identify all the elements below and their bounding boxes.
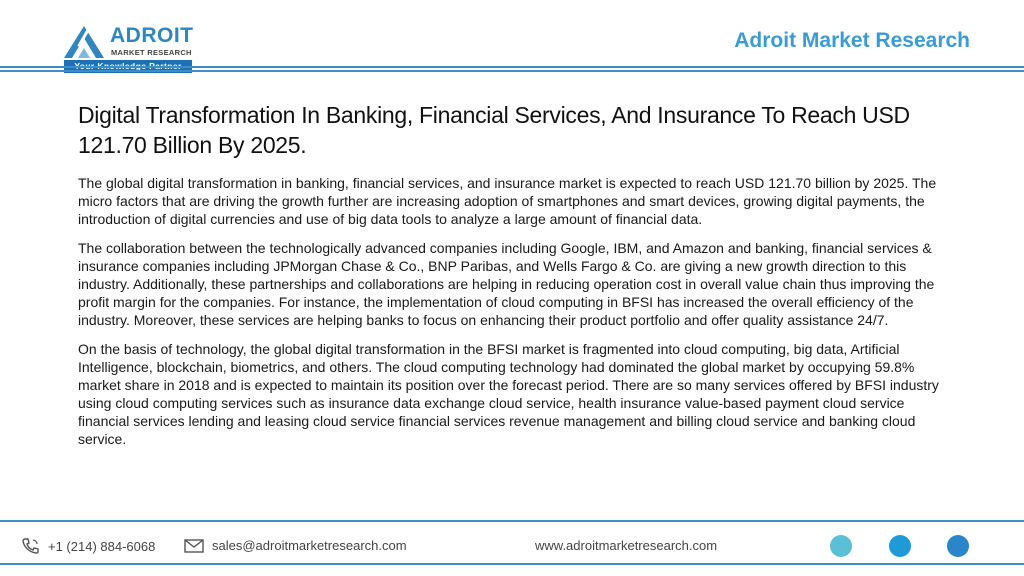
decor-dot-1	[830, 535, 852, 557]
body-text	[78, 174, 948, 459]
logo-mountain-icon	[62, 22, 110, 60]
footer-phone	[22, 538, 155, 554]
page-title: Digital Transformation In Banking, Financial Services, And Insurance To Reach USD 121.70 Billion By 2025.	[78, 102, 910, 158]
phone-number: +1 (214) 884-6068	[48, 538, 156, 554]
decor-dot-2	[889, 535, 911, 557]
footer-website	[535, 538, 717, 553]
website-link[interactable]: www.adroitmarketresearch.com	[535, 538, 718, 553]
header-divider	[0, 66, 1024, 68]
paragraph-1: The global digital transformation in banking, financial services, and insurance market is expected to reach USD 121.70 billion by 2025. The micro factors that are driving the growth further are increasing adoption of smartphones and smart devices, growing digital payments, the introduction of digital currencies and use of big data tools to analyze a large amount of financial data.	[78, 175, 937, 227]
email-link[interactable]: sales@adroitmarketresearch.com	[212, 538, 407, 553]
paragraph-3: On the basis of technology, the global digital transformation in the BFSI market is fragmented into cloud computing, big data, Artificial Intelligence, blockchain, biometrics, and others. The cloud computing technology had dominated the global market by occupying 59.8% market share in 2018 and is expected to maintain its position over the forecast period. There are so many services offered by BFSI industry using cloud computing services such as insurance data exchange cloud service, health insurance value-based payment cloud service financial services lending and leasing cloud service financial services revenue management and billing cloud service and banking cloud service.	[78, 341, 939, 447]
paragraph-2: The collaboration between the technologically advanced companies including Google, IBM, and Amazon and banking, financial services & insurance companies including JPMorgan Chase & Co., BNP Paribas, and Wells Fargo & Co. are giving a new growth direction to this industry. Additionally, these partnerships and collaborations are helping in reducing operation cost in overall value chain thus improving the profit margin for the companies. For instance, the implementation of cloud computing in BFSI has increased the overall efficiency of the industry. Moreover, these services are helping banks to focus on enhancing their product portfolio and offer quality assistance 24/7.	[78, 240, 935, 328]
envelope-icon	[184, 539, 204, 553]
logo-subtitle: MARKET RESEARCH	[111, 48, 192, 57]
footer-email	[184, 538, 407, 553]
brand-title: Adroit Market Research	[734, 29, 970, 52]
footer-divider	[0, 520, 1024, 522]
logo-name: ADROIT	[110, 24, 194, 47]
phone-icon	[22, 538, 40, 554]
footer-divider-bottom	[0, 563, 1024, 565]
decor-dot-3	[947, 535, 969, 557]
header-divider-secondary	[0, 70, 1024, 72]
